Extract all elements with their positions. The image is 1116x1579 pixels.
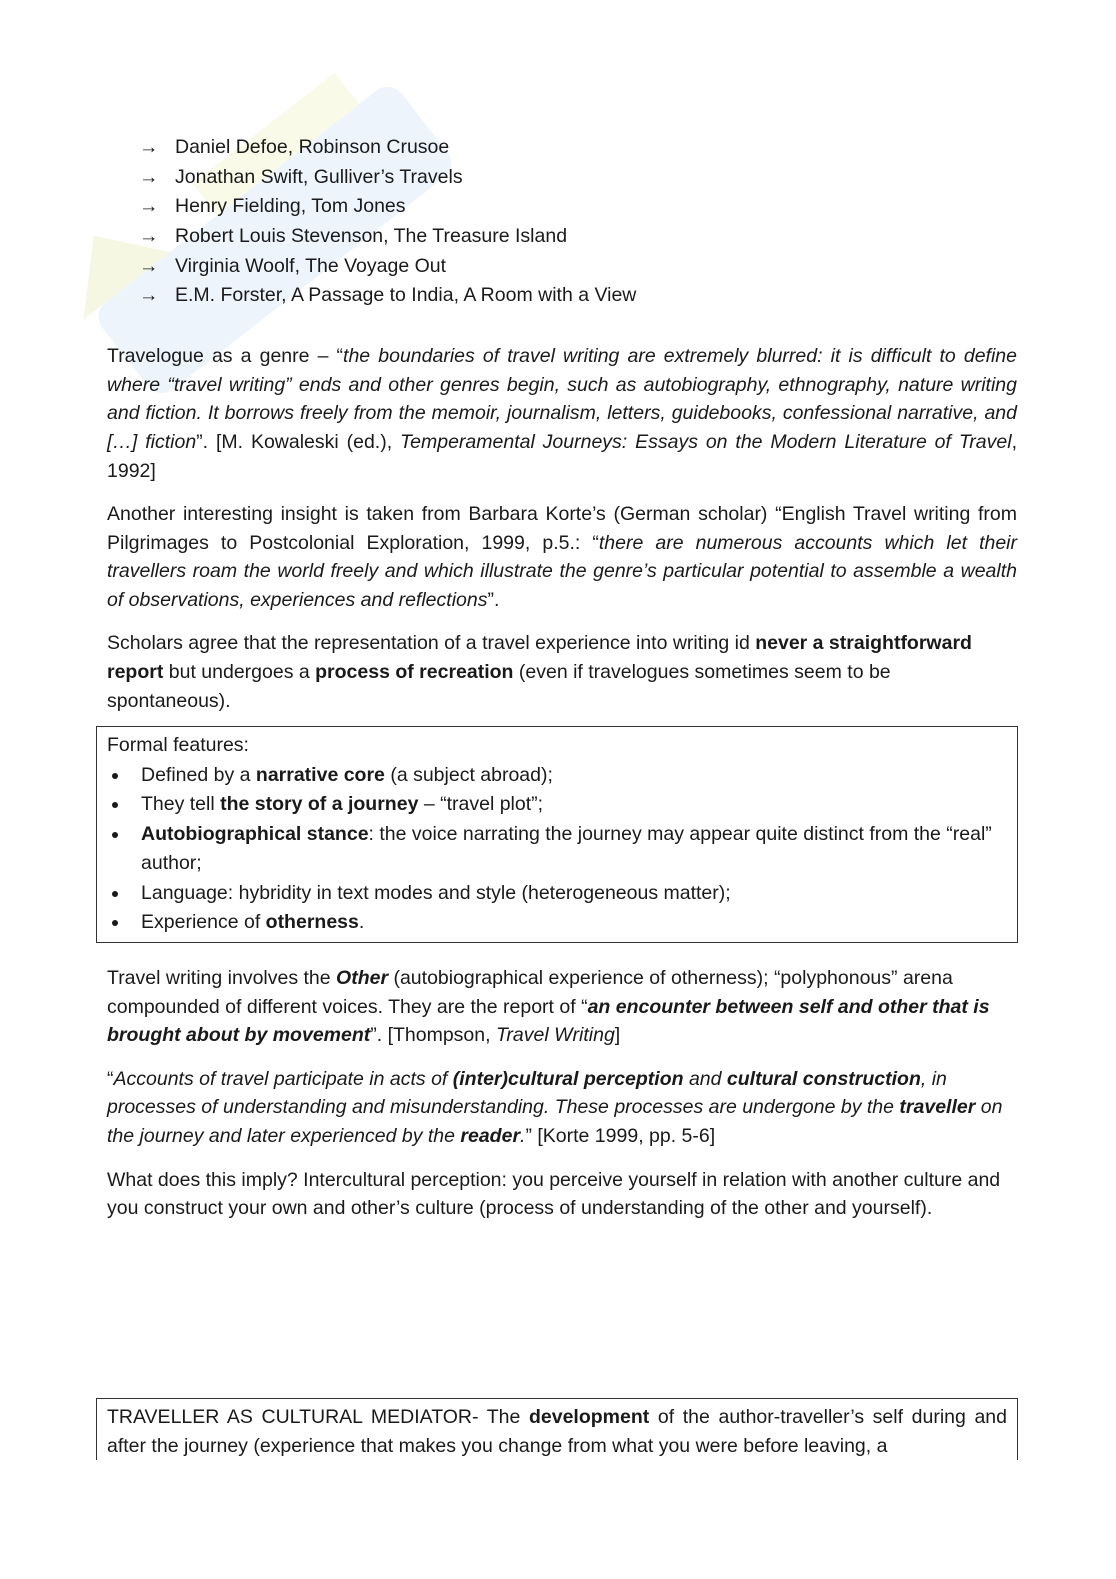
arrow-icon: →	[139, 284, 159, 307]
arrow-icon: →	[139, 225, 159, 248]
list-item: → Henry Fielding, Tom Jones	[139, 192, 1017, 222]
bullet-icon	[112, 773, 118, 779]
list-item: → Robert Louis Stevenson, The Treasure Island	[139, 222, 1017, 252]
bullet-icon	[112, 802, 118, 808]
works-list	[107, 133, 1017, 311]
list-item: Autobiographical stance: the voice narrating the journey may appear quite distinct from the “real” author;	[107, 820, 1007, 879]
bullet-icon	[112, 920, 118, 926]
paragraph-korte-quote: “Accounts of travel participate in acts of (inter)cultural perception and cultural construction, in processes of understanding and misunderstanding. These processes are undergone by the traveller on the journey and later experienced by the reader.” [Korte 1999, pp. 5-6]	[107, 1067, 1003, 1147]
arrow-icon: →	[139, 254, 159, 277]
list-item: → Daniel Defoe, Robinson Crusoe	[139, 133, 1017, 163]
paragraph-implication: What does this imply? Intercultural perception: you perceive yourself in relation with another culture and you construct your own and other’s culture (process of understanding of the other and yourself).	[107, 1168, 1001, 1220]
paragraph-travelogue: Travelogue as a genre – “the boundaries of travel writing are extremely blurred: it is difficult to define where “travel writing” ends and other genres begin, such as autobiography, ethnography, nature writing and fiction. It borrows freely from the memoir, journalism, letters, guidebooks, confessional narrative, and […] fiction”. [M. Kowaleski (ed.), Temperamental Journeys: Essays on the Modern Literature of Travel, 1992]	[107, 345, 1017, 482]
features-list	[107, 761, 1007, 938]
bullet-icon	[112, 891, 118, 897]
list-item: They tell the story of a journey – “travel plot”;	[107, 790, 1007, 820]
list-item: Defined by a narrative core (a subject abroad);	[107, 761, 1007, 791]
page-content-lower	[107, 964, 1017, 1223]
list-item: Experience of otherness.	[107, 908, 1007, 938]
bullet-icon	[112, 832, 118, 838]
page-content	[107, 133, 1017, 715]
paragraph-other: Travel writing involves the Other (autobiographical experience of otherness); “polyphonous” arena compounded of different voices. They are the report of “an encounter between self and other that is brought about by movement”. [Thompson, Travel Writing]	[107, 967, 990, 1047]
arrow-icon: →	[139, 165, 159, 188]
cultural-mediator-box	[96, 1398, 1018, 1460]
formal-features-box	[96, 726, 1018, 943]
arrow-icon: →	[139, 136, 159, 158]
list-item: → Jonathan Swift, Gulliver’s Travels	[139, 163, 1017, 193]
paragraph-scholars: Scholars agree that the representation of a travel experience into writing id never a straightforward report but undergoes a process of recreation (even if travelogues sometimes seem to be spontaneous).	[107, 632, 972, 712]
paragraph-mediator: TRAVELLER AS CULTURAL MEDIATOR- The development of the author-traveller’s self during and after the journey (experience that makes you change from what you were before leaving, a	[107, 1406, 1007, 1457]
arrow-icon: →	[139, 195, 159, 218]
features-title: Formal features:	[107, 734, 249, 756]
list-item: → E.M. Forster, A Passage to India, A Room with a View	[139, 281, 1017, 311]
list-item: Language: hybridity in text modes and style (heterogeneous matter);	[107, 879, 1007, 909]
list-item: → Virginia Woolf, The Voyage Out	[139, 252, 1017, 282]
paragraph-korte: Another interesting insight is taken from Barbara Korte’s (German scholar) “English Travel writing from Pilgrimages to Postcolonial Exploration, 1999, p.5.: “there are numerous accounts which let their travellers roam the world freely and which illustrate the genre’s particular potential to assemble a wealth of observations, experiences and reflections”.	[107, 503, 1017, 611]
